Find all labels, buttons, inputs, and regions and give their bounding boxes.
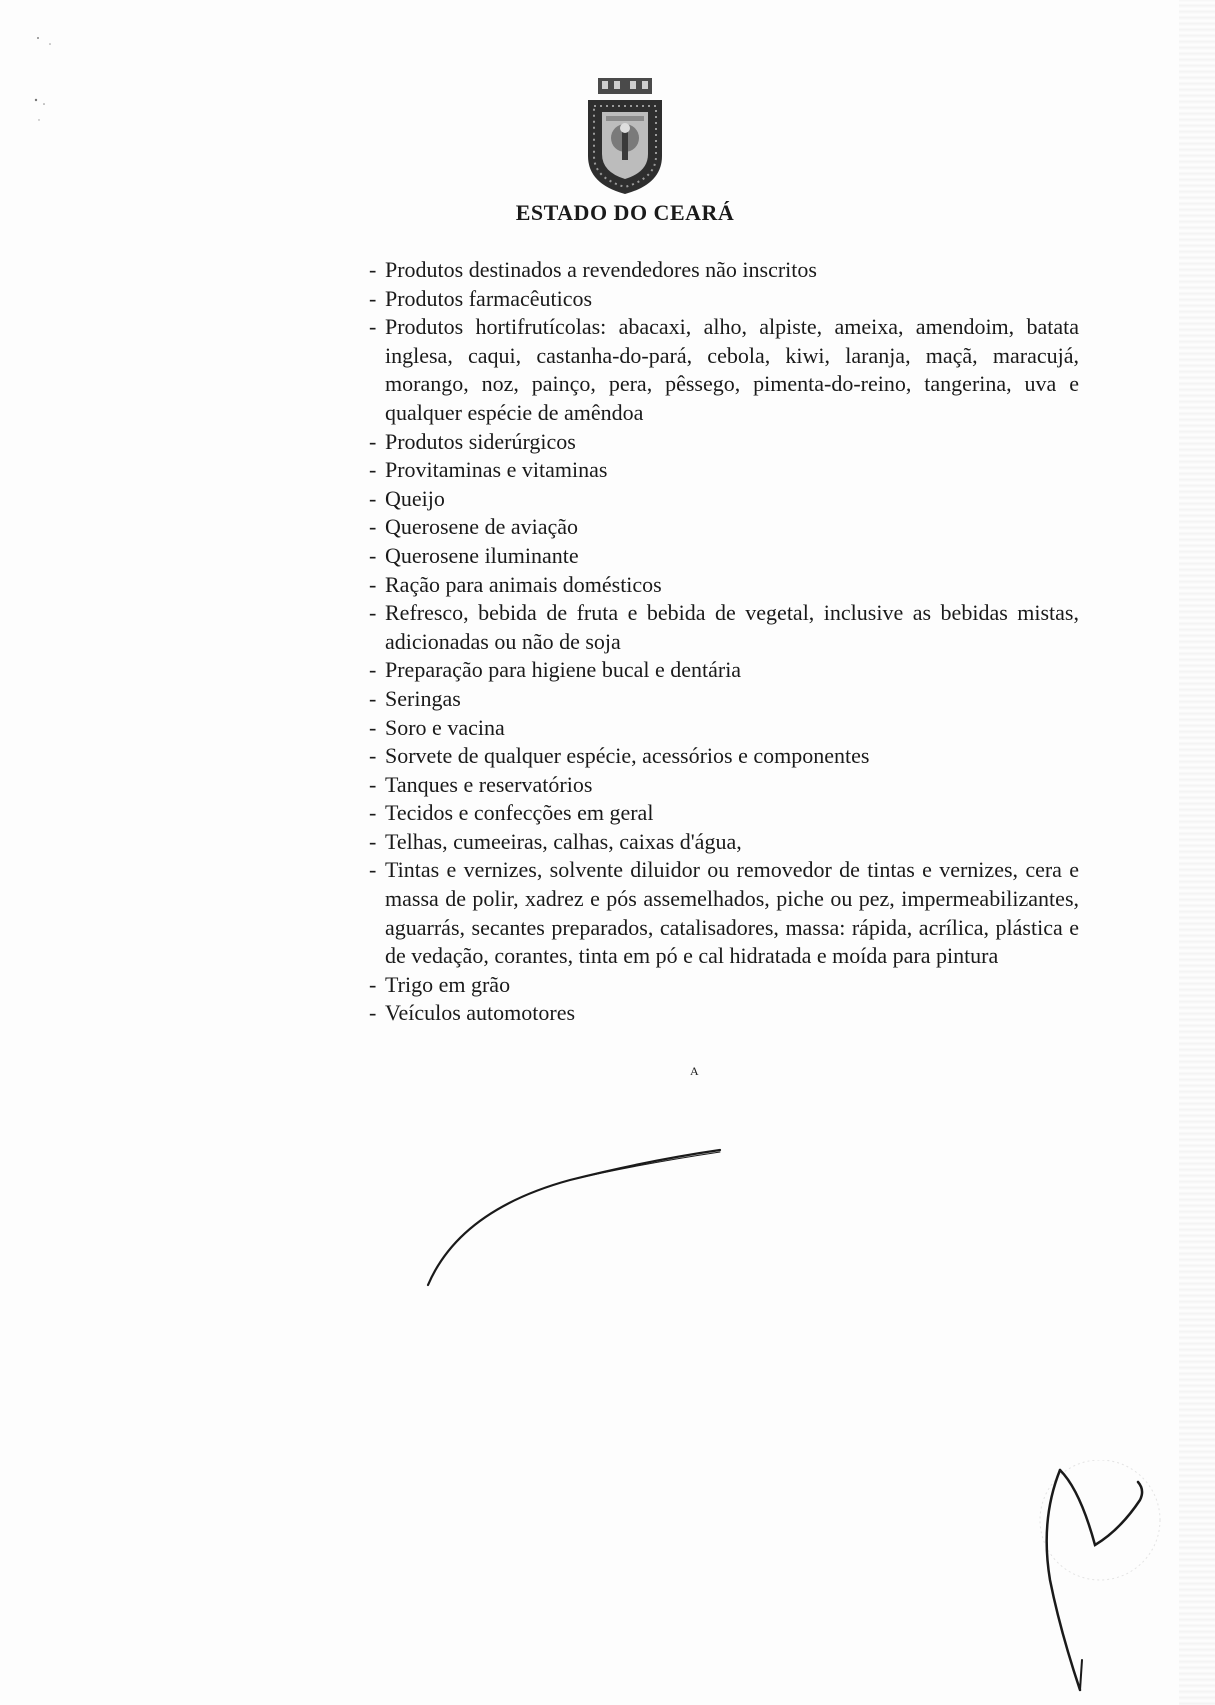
list-item: - Queijo	[369, 485, 1079, 514]
list-item: - Soro e vacina	[369, 714, 1079, 743]
stray-mark: A	[690, 1064, 699, 1078]
list-item: - Refresco, bebida de fruta e bebida de vegetal, inclusive as bebidas mistas, adicionadas ou não de soja	[369, 599, 1079, 656]
list-item: - Tintas e vernizes, solvente diluidor ou removedor de tintas e vernizes, cera e massa de polir, xadrez e pós assemelhados, piche ou pez, impermeabilizantes, aguarrás, secantes preparados, catalisadores, massa: rápida, acrílica, plástica e de vedação, corantes, tinta em pó e cal hidratada e moída para pintura	[369, 856, 1079, 970]
list-item: - Produtos hortifrutícolas: abacaxi, alho, alpiste, ameixa, amendoim, batata inglesa, caqui, castanha-do-pará, cebola, kiwi, laranja, maçã, maracujá, morango, noz, painço, pera, pêssego, pimenta-do-reino, tangerina, uva e qualquer espécie de amêndoa	[369, 313, 1079, 427]
list-item: - Trigo em grão	[369, 971, 1079, 1000]
list-item: - Ração para animais domésticos	[369, 571, 1079, 600]
list-item: - Querosene iluminante	[369, 542, 1079, 571]
list-item: - Tecidos e confecções em geral	[369, 799, 1079, 828]
list-item: - Produtos destinados a revendedores não inscritos	[369, 256, 1079, 285]
list-item: - Produtos farmacêuticos	[369, 285, 1079, 314]
list-item: - Telhas, cumeeiras, calhas, caixas d'água,	[369, 828, 1079, 857]
list-item: - Preparação para higiene bucal e dentária	[369, 656, 1079, 685]
state-coat-of-arms-icon	[578, 76, 672, 196]
list-item: - Tanques e reservatórios	[369, 771, 1079, 800]
list-item: - Provitaminas e vitaminas	[369, 456, 1079, 485]
signature-stroke	[420, 1140, 740, 1290]
list-item: - Sorvete de qualquer espécie, acessórios e componentes	[369, 742, 1079, 771]
list-item: - Produtos siderúrgicos	[369, 428, 1079, 457]
scan-specks	[30, 30, 70, 130]
state-title: ESTADO DO CEARÁ	[515, 200, 735, 225]
initials-stroke	[1000, 1460, 1180, 1700]
list-item: - Querosene de aviação	[369, 513, 1079, 542]
list-item: - Seringas	[369, 685, 1079, 714]
product-list	[369, 256, 1079, 1028]
list-item: - Veículos automotores	[369, 999, 1079, 1028]
scan-edge-strip	[1179, 0, 1215, 1705]
